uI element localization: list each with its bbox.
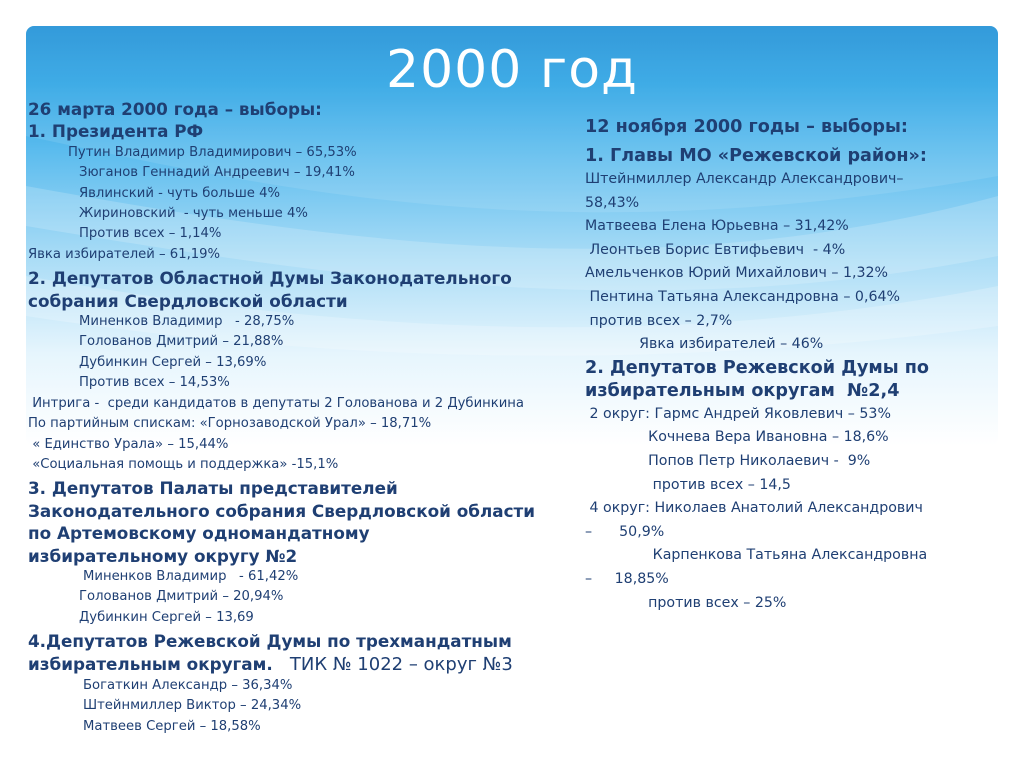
left-line — [28, 120, 576, 142]
left-line-text: Против всех – 1,14% — [79, 226, 222, 242]
right-line-text: Кочнева Вера Ивановна – 18,6% — [585, 429, 889, 446]
left-line — [28, 414, 576, 434]
right-line — [585, 145, 1005, 168]
left-line — [28, 717, 576, 737]
right-line-text: против всех – 25% — [585, 594, 787, 611]
left-line — [28, 500, 576, 522]
left-line-text: Дубинкин Сергей – 13,69% — [79, 354, 267, 370]
left-line-text: Богаткин Александр – 36,34% — [83, 677, 293, 693]
right-line — [585, 168, 1005, 192]
left-line-text: 3. Депутатов Палаты представителей — [28, 478, 398, 499]
right-line-text: Леонтьев Борис Евтифьевич - 4% — [585, 241, 846, 258]
left-line-text: избирательным округам. — [28, 653, 273, 674]
left-line-text: Матвеев Сергей – 18,58% — [83, 718, 261, 734]
right-line-text: Амельченков Юрий Михайлович – 1,32% — [585, 265, 889, 282]
right-line-text: против всех – 2,7% — [585, 312, 733, 329]
right-line — [585, 474, 1005, 498]
right-line — [585, 215, 1005, 239]
left-line-text: Интрига - среди кандидатов в депутаты 2 Голованова и 2 Дубинкина — [28, 395, 524, 411]
right-line — [585, 403, 1005, 427]
right-line — [585, 450, 1005, 474]
left-line — [28, 394, 576, 414]
right-line-text: 58,43% — [585, 194, 640, 211]
left-line — [28, 290, 576, 312]
right-line-text: 4 округ: Николаев Анатолий Александрович — [585, 500, 923, 517]
left-line — [28, 312, 576, 332]
left-line-text: Жириновский - чуть меньше 4% — [79, 206, 308, 222]
slide-title: 2000 год — [386, 40, 638, 100]
left-line-text: 1. Президента РФ — [28, 121, 204, 142]
left-line-text: 4.Депутатов Режевской Думы по трехмандатным — [28, 631, 512, 652]
left-line — [28, 184, 576, 204]
left-line — [28, 477, 576, 499]
right-line — [585, 310, 1005, 334]
left-line-text: по Артемовскому одномандатному — [28, 523, 370, 544]
left-line — [28, 676, 576, 696]
right-line — [585, 357, 1005, 380]
right-line-text: Попов Петр Николаевич - 9% — [585, 452, 871, 469]
left-line-text: Зюганов Геннадий Андреевич – 19,41% — [79, 165, 355, 181]
left-line — [28, 630, 576, 652]
left-line-text: Законодательного собрания Свердловской области — [28, 500, 536, 521]
right-line-text: – 18,85% — [585, 570, 669, 587]
right-line — [585, 592, 1005, 616]
right-line — [585, 426, 1005, 450]
left-line — [28, 353, 576, 373]
left-line-text: собрания Свердловской области — [28, 290, 348, 311]
left-line — [28, 435, 576, 455]
right-line — [585, 286, 1005, 310]
left-line — [28, 98, 576, 120]
right-line-text: 2 округ: Гармс Андрей Яковлевич – 53% — [585, 405, 891, 422]
left-line — [28, 587, 576, 607]
right-line — [585, 521, 1005, 545]
right-line-text: Штейнмиллер Александр Александрович– — [585, 171, 904, 187]
left-line-text: 26 марта 2000 года – выборы: — [28, 99, 322, 119]
right-line-text: – 50,9% — [585, 523, 665, 540]
right-line-text: Пентина Татьяна Александровна – 0,64% — [585, 288, 900, 305]
right-line — [585, 497, 1005, 521]
left-line — [28, 696, 576, 716]
right-line-text: Явка избирателей – 46% — [585, 336, 824, 353]
right-line — [585, 380, 1005, 403]
right-line — [585, 192, 1005, 216]
left-line-text: По партийным спискам: «Горнозаводской Урал» – 18,71% — [28, 416, 432, 432]
left-line-text: Миненков Владимир - 61,42% — [83, 568, 299, 584]
left-line-text: Голованов Дмитрий – 21,88% — [79, 334, 284, 350]
left-line-text: Явлинский - чуть больше 4% — [79, 185, 280, 201]
right-line — [585, 116, 1005, 139]
right-line-text: избирательным округам №2,4 — [585, 380, 900, 401]
right-line-text: 2. Депутатов Режевской Думы по — [585, 357, 929, 378]
left-line — [28, 522, 576, 544]
left-line-text: Штейнмиллер Виктор – 24,34% — [83, 698, 302, 714]
left-line-text: Путин Владимир Владимирович – 65,53% — [68, 144, 357, 160]
left-line-tail: ТИК № 1022 – округ №3 — [272, 653, 513, 675]
left-line-text: « Единство Урала» – 15,44% — [28, 436, 229, 452]
left-line — [28, 245, 576, 265]
left-line — [28, 204, 576, 224]
left-line — [28, 455, 576, 475]
right-column — [585, 116, 1005, 615]
left-line — [28, 163, 576, 183]
left-line-text: 2. Депутатов Областной Думы Законодательного — [28, 268, 512, 289]
left-line-text: Дубинкин Сергей – 13,69 — [79, 609, 254, 625]
right-line-text: 12 ноября 2000 годы – выборы: — [585, 117, 908, 137]
left-line — [28, 224, 576, 244]
right-line — [585, 333, 1005, 357]
right-line — [585, 262, 1005, 286]
right-line-text: против всех – 14,5 — [585, 476, 791, 493]
left-line — [28, 567, 576, 587]
left-column — [28, 98, 576, 737]
left-line-text: Явка избирателей – 61,19% — [28, 246, 221, 262]
left-line — [28, 608, 576, 628]
left-line — [28, 267, 576, 289]
right-line-text: Карпенкова Татьяна Александровна — [585, 547, 928, 564]
right-line — [585, 568, 1005, 592]
right-line-text: Матвеева Елена Юрьевна – 31,42% — [585, 218, 849, 235]
left-line — [28, 332, 576, 352]
left-line-text: Голованов Дмитрий – 20,94% — [79, 589, 284, 605]
right-line-text: 1. Главы МО «Режевской район»: — [585, 146, 927, 166]
right-line — [585, 239, 1005, 263]
left-line-text: Против всех – 14,53% — [79, 375, 230, 391]
left-line-text: Миненков Владимир - 28,75% — [79, 314, 295, 330]
left-line — [28, 653, 576, 676]
left-line — [28, 373, 576, 393]
left-line — [28, 143, 576, 163]
left-line — [28, 545, 576, 567]
left-line-text: «Социальная помощь и поддержка» -15,1% — [28, 456, 339, 472]
left-line-text: избирательному округу №2 — [28, 545, 298, 566]
right-line — [585, 544, 1005, 568]
